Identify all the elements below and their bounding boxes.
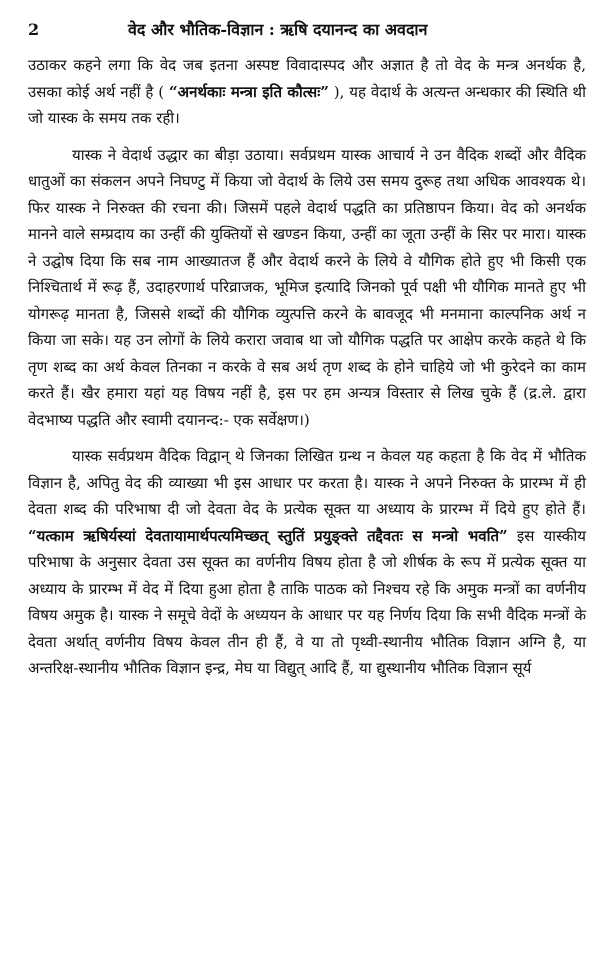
page-header <box>28 14 586 44</box>
kautsa-quote: “अनर्थकाः मन्त्रा इति कौत्सः” <box>169 82 329 101</box>
body-text <box>28 52 586 682</box>
paragraph-3-text-before: यास्क सर्वप्रथम वैदिक विद्वान् थे जिनका लिखित ग्रन्थ न केवल यह कहता है कि वेद में भौतिक विज्ञान है, अपितु वेद की व्याख्या भी इस आधार पर करता है। यास्क ने अपने निरुक्त के प्रारम्भ में ही देवता शब्द की परिभाषा दी जो देवता वेद के प्रत्येक सूक्त या अध्याय के प्रारम्भ में दिये हुए होते हैं। <box>28 447 586 518</box>
paragraph-1 <box>28 52 586 132</box>
paragraph-3 <box>28 443 586 682</box>
yaska-definition-quote: “यत्काम ऋषिर्यस्यां देवतायामार्थपत्यमिच्छत् स्तुतिं प्रयुङ्क्ते तद्दैवतः स मन्त्रो भवति” <box>28 526 508 545</box>
paragraph-3-text-after: इस यास्कीय परिभाषा के अनुसार देवता उस सूक्त का वर्णनीय विषय होता है जो शीर्षक के रूप में प्रत्येक सूक्त या अध्याय के प्रारम्भ में वेद में दिया हुआ होता है ताकि पाठक को निश्चय रहे कि अमुक मन्त्रों का वर्णनीय विषय अमुक है। यास्क ने समूचे वेदों के अध्ययन के आधार पर यह निर्णय दिया कि सभी वैदिक मन्त्रों के देवता अर्थात् वर्णनीय विषय केवल तीन ही हैं, वे या तो पृथ्वी-स्थानीय भौतिक विज्ञान अग्नि है, या अन्तरिक्ष-स्थानीय भौतिक विज्ञान इन्द्र, मेघ या विद्युत् आदि हैं, या द्युस्थानीय भौतिक विज्ञान सूर्य <box>28 526 586 677</box>
running-title: वेद और भौतिक-विज्ञान : ऋषि दयानन्द का अवदान <box>128 20 428 39</box>
paragraph-1-text-after: ), यह वेदार्थ के अत्यन्त अन्धकार की स्थिति थी जो यास्क के समय तक रही। <box>28 82 586 127</box>
page-number: 2 <box>28 20 40 39</box>
paragraph-1-text-before: उठाकर कहने लगा कि वेद जब इतना अस्पष्ट विवादास्पद और अज्ञात है तो वेद के मन्त्र अनर्थक है, उसका कोई अर्थ नहीं है ( <box>28 56 586 101</box>
paragraph-2-text: यास्क ने वेदार्थ उद्धार का बीड़ा उठाया। सर्वप्रथम यास्क आचार्य ने उन वैदिक शब्दों और वैदिक धातुओं का संकलन अपने निघण्टु में किया जो वेदार्थ के लिये उस समय दुरूह तथा अधिक आवश्यक थे। फिर यास्क ने निरुक्त की रचना की। जिसमें पहले वेदार्थ पद्धति का प्रतिष्ठापन किया। वेद को अनर्थक मानने वाले सम्प्रदाय का उन्हीं की युक्तियों से खण्डन किया, उन्हीं का जूता उन्हीं के सिर पर मारा। यास्क ने उद्घोष दिया कि सब नाम आख्यातज हैं और वेदार्थ करने के लिये वे यौगिक होते हुए भी किसी एक निश्चितार्थ में रूढ़ हैं, उदाहरणार्थ परिव्राजक, भूमिज इत्यादि जिनको पूर्व पक्षी भी यौगिक मानते हुए भी योगरूढ़ मानता है, जिससे शब्दों की यौगिक व्युत्पत्ति करने के बावजूद भी मनमाना काल्पनिक अर्थ न किया जा सके। यह उन लोगों के लिये करारा जवाब था जो यौगिक पद्धति पर आक्षेप करके कहते थे कि तृण शब्द का अर्थ केवल तिनका न करके वे सब अर्थ तृण शब्द के होने चाहिये जो भी कुरेदने का काम करते हैं। खैर हमारा यहां यह विषय नहीं है, इस पर हम अन्यत्र विस्तार से लिख चुके हैं (द्र.ले. द्वारा वेदभाष्य पद्धति और स्वामी दयानन्द:- एक सर्वेक्षण।) <box>28 145 586 429</box>
paragraph-2 <box>28 142 586 434</box>
